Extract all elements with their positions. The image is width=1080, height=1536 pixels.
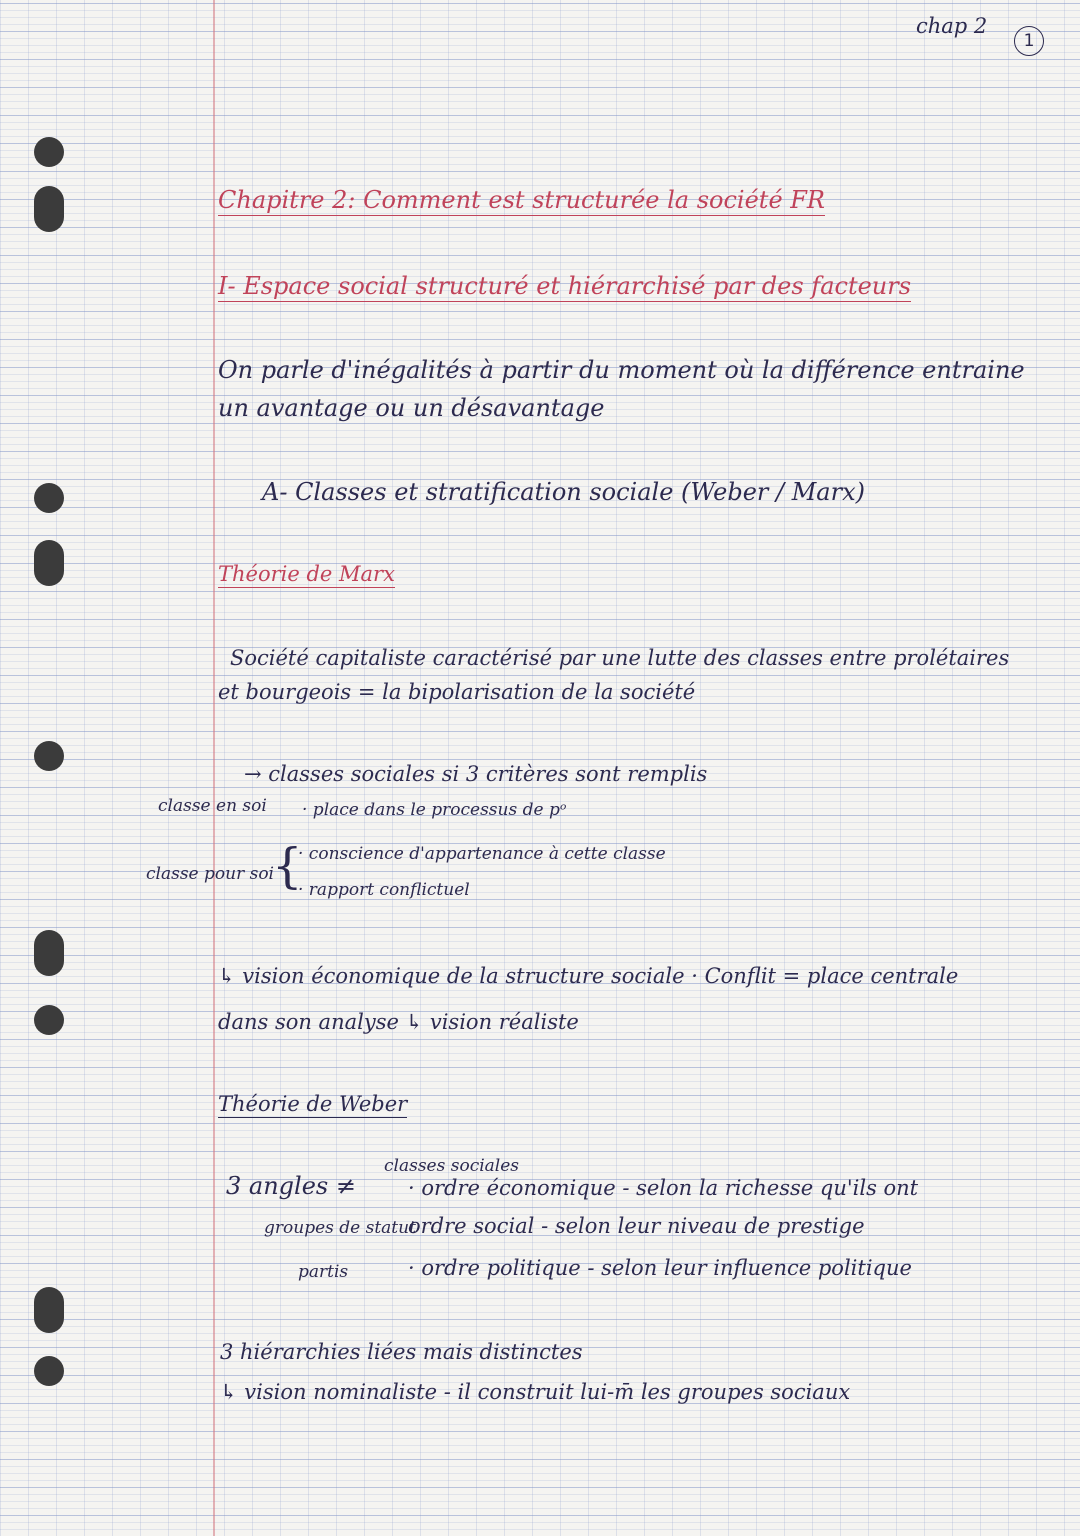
marx-text-line: et bourgeois = la bipolarisation de la société [218,680,696,704]
intro-line: un avantage ou un désavantage [218,394,605,422]
binder-hole [34,186,64,232]
criterion-3: · rapport conflictuel [298,880,470,900]
curly-brace: { [272,838,303,894]
weber-conclusion-line: ↳ vision nominaliste - il construit lui-m̄ les groupes sociaux [220,1380,851,1404]
weber-line-3: · ordre politique - selon leur influence politique [408,1256,912,1280]
marx-conclusion-line: dans son analyse ↳ vision réaliste [218,1010,579,1034]
criteria-intro: → classes sociales si 3 critères sont remplis [244,762,708,786]
binder-hole [34,1287,64,1333]
weber-heading: Théorie de Weber [218,1092,408,1116]
label-classe-pour-soi: classe pour soi [146,864,274,884]
criterion-2: · conscience d'appartenance à cette classe [298,844,666,864]
subsection-heading: A- Classes et stratification sociale (Weber / Marx) [262,478,865,506]
binder-hole [34,1356,64,1386]
weber-line-2: ordre social - selon leur niveau de prestige [408,1214,865,1238]
marx-conclusion-line: ↳ vision économique de la structure sociale · Conflit = place centrale [218,964,959,988]
page-title: Chapitre 2: Comment est structurée la société FR [218,186,825,214]
chapter-label: chap 2 [916,14,988,38]
binder-hole [34,741,64,771]
label-partis: partis [298,1262,349,1282]
binder-hole [34,930,64,976]
binder-hole [34,1005,64,1035]
marx-text-line: Société capitaliste caractérisé par une lutte des classes entre prolétaires [230,646,1010,670]
marx-heading: Théorie de Marx [218,562,395,586]
label-groupes-statut: groupes de statut [264,1218,416,1238]
binder-hole [34,137,64,167]
section-heading: I- Espace social structuré et hiérarchisé par des facteurs [218,272,912,300]
weber-conclusion-line: 3 hiérarchies liées mais distinctes [220,1340,583,1364]
criterion-1: · place dans le processus de pᵒ [302,800,567,820]
label-classes-sociales: classes sociales [384,1156,520,1176]
weber-line-1: · ordre économique - selon la richesse qu'ils ont [408,1176,919,1200]
intro-line: On parle d'inégalités à partir du moment où la différence entraine [218,356,1025,384]
binder-hole [34,483,64,513]
weber-angles: 3 angles ≠ [226,1172,356,1200]
page-number: 1 [1014,26,1044,56]
binder-hole [34,540,64,586]
label-classe-en-soi: classe en soi [158,796,267,816]
margin-line [213,0,215,1536]
